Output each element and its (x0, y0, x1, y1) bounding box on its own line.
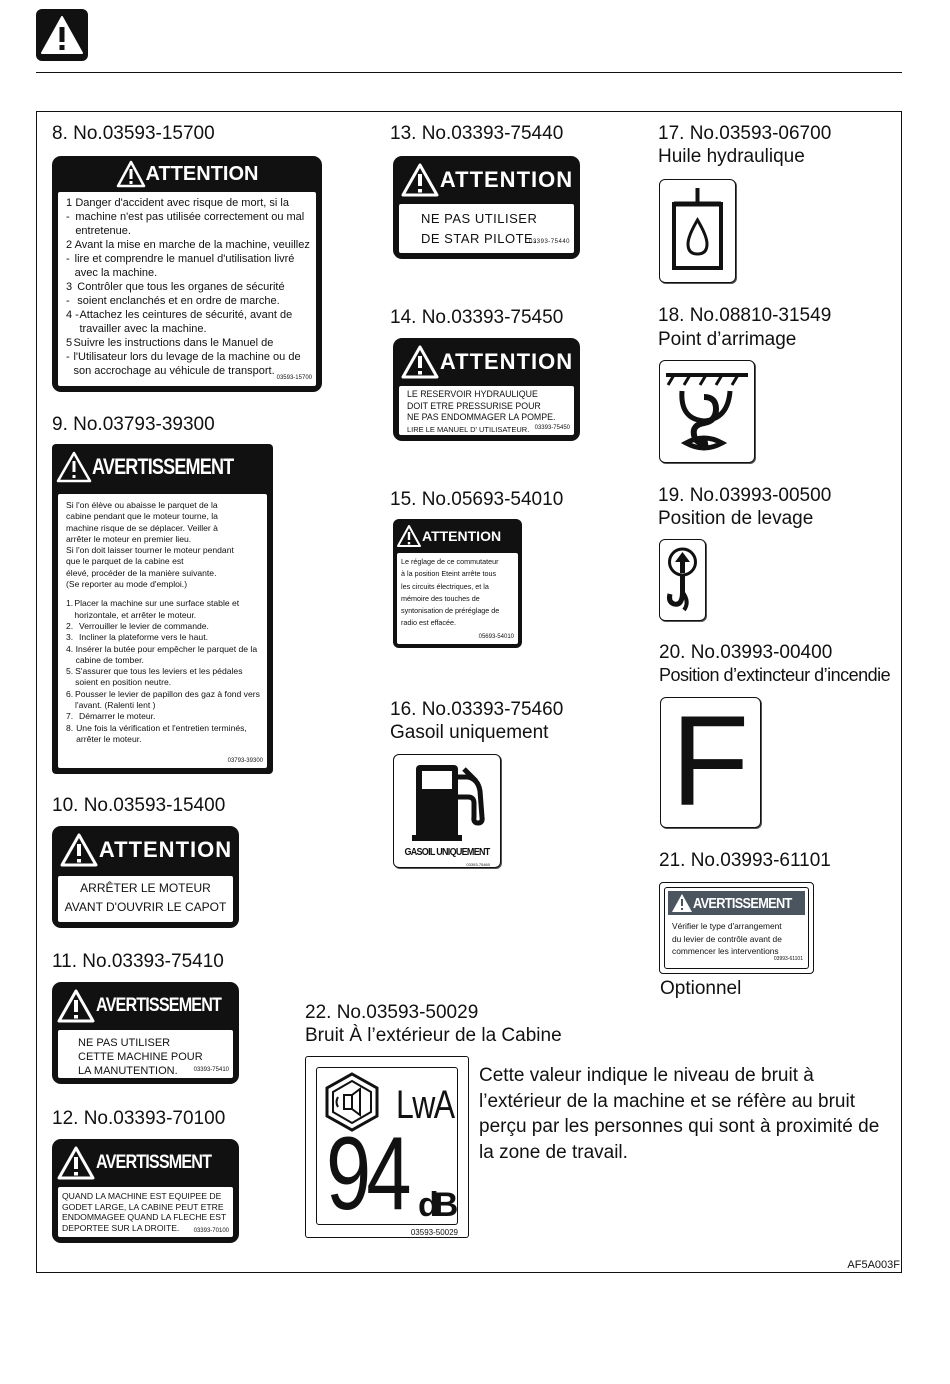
label-12-heading: AVERTISSMENT (96, 1152, 212, 1173)
label-15 (393, 519, 522, 648)
label-13-line: DE STAR PILOTE. (421, 231, 538, 246)
label-13-line: NE PAS UTILISER (421, 211, 538, 226)
label-10-line: ARRÊTER LE MOTEUR (80, 881, 211, 895)
label-14 (393, 338, 580, 441)
label-13-ref: 03393-75440 (529, 239, 570, 245)
label-14-line: LE RESERVOIR HYDRAULIQUE (407, 389, 538, 399)
label-15-ref: 05693-54010 (478, 633, 514, 640)
caption-label-22: 22. No.03593-50029 (305, 1002, 479, 1023)
label-11-heading: AVERTISSEMENT (96, 995, 222, 1016)
label-22-unit: dB (418, 1186, 454, 1224)
label-10-heading: ATTENTION (98, 837, 233, 862)
list-item: 2. Verrouiller le levier de commande. (66, 620, 209, 631)
label-8-list (66, 196, 310, 378)
warning-triangle-icon (56, 450, 92, 484)
caption-label-12: 12. No.03393-70100 (52, 1108, 226, 1129)
caption-label-16: 16. No.03393-75460 (390, 699, 564, 720)
label-22-noise-sign (305, 1056, 469, 1238)
label-8-ref: 03593-15700 (276, 375, 312, 381)
warning-triangle-icon (400, 162, 440, 198)
label-21-note: Optionnel (660, 978, 742, 999)
label-21-line: commencer les interventions (672, 946, 779, 956)
label-15-line: mémoire des touches de (401, 593, 480, 603)
list-item: 7. Démarrer le moteur. (66, 711, 156, 722)
caption-label-10: 10. No.03593-15400 (52, 795, 226, 816)
label-12-ref: 03393-70100 (193, 1227, 229, 1234)
label-10-line: AVANT D'OUVRIR LE CAPOT (64, 900, 227, 914)
label-15-heading: ATTENTION (422, 528, 502, 544)
list-item: 2 - Avant la mise en marche de la machine, veuillez lire et comprendre le manuel d'utilisation livré avec la machine. (66, 239, 310, 279)
label-20-sign-letter: F (671, 690, 750, 833)
subcaption-label-17: Huile hydraulique (658, 146, 805, 167)
label-20-extinguisher-sign (660, 690, 761, 833)
subcaption-label-16: Gasoil uniquement (390, 722, 549, 743)
warning-triangle-icon (36, 9, 88, 61)
list-item: 5 - Suivre les instructions dans le Manuel de l'Utilisateur lors du levage de la machine ou de son accrochage au véhicule de transport. (66, 337, 301, 377)
label-11-line: CETTE MACHINE POUR (78, 1051, 203, 1063)
label-13 (393, 156, 580, 259)
header-rule (36, 72, 902, 73)
subcaption-label-18: Point d’arrimage (658, 329, 797, 350)
label-17-hydraulic-sign (659, 179, 736, 283)
caption-label-20: 20. No.03993-00400 (659, 642, 833, 663)
subcaption-label-22: Bruit À l’extérieur de la Cabine (305, 1025, 562, 1046)
label-11 (52, 982, 239, 1084)
warning-triangle-icon (396, 524, 422, 548)
label-11-ref: 03393-75410 (193, 1067, 229, 1073)
label-9 (52, 444, 273, 774)
label-21 (659, 882, 814, 974)
label-15-line: Le réglage de ce commutateur (401, 557, 499, 566)
label-21-ref: 03993-61101 (773, 955, 803, 962)
list-item: 3. Incliner la plateforme vers le haut. (66, 632, 208, 643)
header-warning-icon (36, 9, 88, 61)
caption-label-21: 21. No.03993-61101 (659, 850, 831, 871)
label-13-heading: ATTENTION (439, 167, 574, 192)
list-item: 4 - Attachez les ceintures de sécurité, avant de travailler avec la machine. (66, 309, 293, 335)
caption-label-18: 18. No.08810-31549 (658, 305, 832, 326)
list-item: 1. Placer la machine sur une surface stable et horizontale, et arrêter le moteur. (66, 598, 240, 620)
label-8-heading: ATTENTION (145, 162, 259, 185)
warning-triangle-icon (56, 988, 96, 1024)
label-12-line: ENDOMMAGEE QUAND LA FLECHE EST (62, 1212, 227, 1222)
caption-label-19: 19. No.03993-00500 (658, 485, 832, 506)
warning-triangle-icon (671, 893, 693, 913)
label-19-lifting-sign (659, 539, 706, 621)
label-12-line: QUAND LA MACHINE EST EQUIPEE DE (62, 1191, 222, 1201)
label-12-line: DEPORTEE SUR LA DROITE. (62, 1222, 180, 1233)
label-9-ref: 03793-39300 (227, 757, 263, 764)
fuel-pump-icon (394, 755, 500, 855)
lifting-hook-icon (660, 540, 705, 620)
hydraulic-oil-icon (660, 180, 735, 282)
list-item: 5. S'assurer que tous les leviers et les pédales soient en position neutre. (66, 666, 243, 688)
label-14-ref: 03393-75450 (534, 424, 570, 431)
list-item: 1 - Danger d'accident avec risque de mort, si la machine n'est pas utilisée correctement ou mal entretenue. (66, 197, 305, 237)
label-16-ref: 03393-75460 (466, 862, 490, 867)
label-11-line: NE PAS UTILISER (78, 1037, 171, 1049)
list-item: 4. Insérer la butée pour empêcher le parquet de la cabine de tomber. (66, 643, 258, 665)
label-9-intro: Si l'on élève ou abaisse le parquet de la cabine pendant que le moteur tourne, la machine risque de se déplacer. Veiller à arrêter le moteur en premier lieu. Si l'on doit laisser tourner le moteur pendant que le parquet de la cabine est élevé, procéder de la manière suivante. (Se reporter au mode d'emploi.) (66, 500, 234, 590)
label-15-line: les circuits électriques, et la (401, 581, 489, 591)
caption-label-17: 17. No.03593-06700 (658, 123, 832, 144)
list-item: 6. Pousser le levier de papillon des gaz à fond vers l'avant. (Ralenti lent ) (66, 688, 260, 711)
label-15-line: syntonisation de préréglage de (401, 606, 500, 616)
label-11-line: LA MANUTENTION. (78, 1065, 178, 1077)
label-21-line: Vérifier le type d'arrangement (672, 921, 782, 931)
label-12-line: GODET LARGE, LA CABINE PEUT ETRE (62, 1201, 224, 1212)
label-14-line: DOIT ETRE PRESSURISE POUR (407, 400, 541, 411)
label-22-value: 94 (326, 1116, 407, 1232)
caption-label-8: 8. No.03593-15700 (52, 123, 215, 144)
label-12 (52, 1139, 239, 1243)
label-22-lwa-text: LwA (396, 1083, 454, 1127)
caption-label-11: 11. No.03393-75410 (52, 951, 224, 972)
warning-triangle-icon (56, 1145, 96, 1181)
warning-triangle-icon (116, 160, 146, 188)
label-15-line: à la position Eteint arrête tous (401, 569, 497, 579)
label-18-tiedown-sign (659, 360, 755, 463)
figure-code: AF5A003F (847, 1259, 900, 1271)
label-14-heading: ATTENTION (439, 349, 574, 374)
caption-label-9: 9. No.03793-39300 (52, 414, 215, 435)
tie-down-point-icon (660, 361, 754, 462)
label-15-line: radio est effacée. (401, 618, 457, 628)
label-10 (52, 826, 239, 928)
warning-triangle-icon (400, 344, 440, 380)
label-8 (52, 156, 322, 392)
subcaption-label-19: Position de levage (658, 508, 814, 529)
caption-label-15: 15. No.05693-54010 (390, 489, 564, 510)
list-item: 8. Une fois la vérification et l'entretien terminés, arrêter le moteur. (66, 722, 247, 744)
label-16-fuel-sign (393, 754, 501, 868)
label-16-sign-text: GASOIL UNIQUEMENT (404, 847, 490, 858)
label-14-line: NE PAS ENDOMMAGER LA POMPE. (407, 412, 556, 422)
caption-label-13: 13. No.03393-75440 (390, 123, 564, 144)
label-21-heading: AVERTISSEMENT (693, 894, 792, 912)
label-9-list (66, 598, 261, 745)
label-21-line: du levier de contrôle avant de (672, 933, 782, 944)
label-14-line: LIRE LE MANUEL D' UTILISATEUR. (407, 424, 530, 434)
subcaption-label-20: Position d’extincteur d’incendie (659, 665, 891, 685)
label-22-ref: 03593-50029 (410, 1228, 458, 1237)
caption-label-14: 14. No.03393-75450 (390, 307, 564, 328)
label-22-description: Cette valeur indique le niveau de bruit à l’extérieur de la machine et se réfère au bruit perçu par les personnes qui sont à proximité de la zone de travail. (479, 1065, 880, 1163)
list-item: 3 - Contrôler que tous les organes de sécurité soient enclanchés et en ordre de marche. (66, 281, 285, 307)
label-9-heading: AVERTISSEMENT (92, 454, 234, 479)
warning-triangle-icon (59, 832, 99, 868)
